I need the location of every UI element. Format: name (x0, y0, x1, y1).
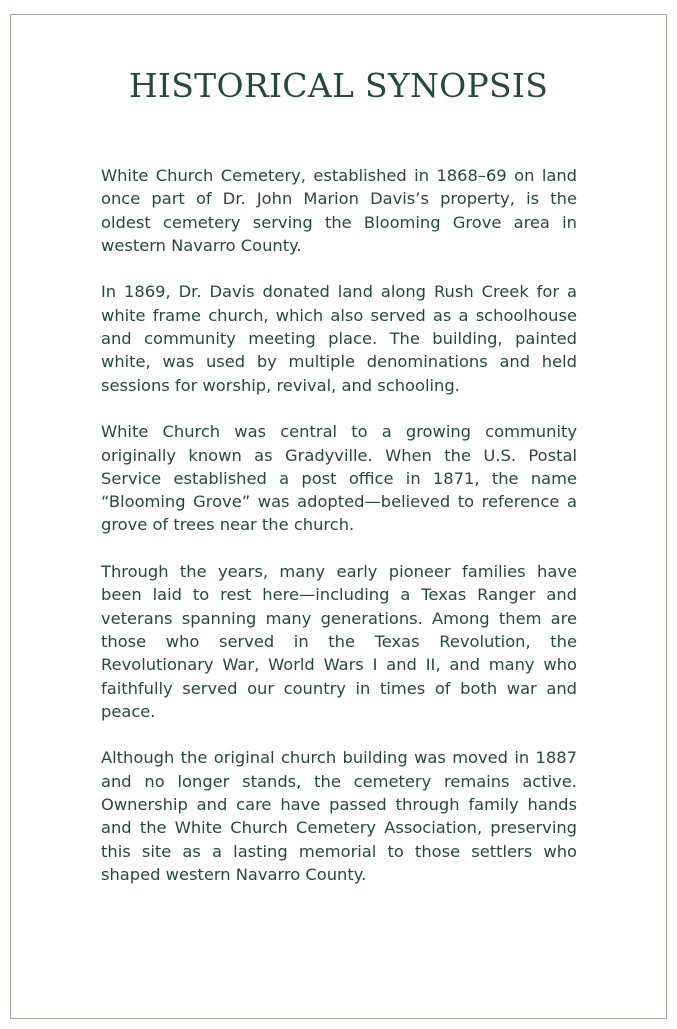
paragraph-community-name: White Church was central to a growing community originally known as Gradyville. When the U.S. Postal Service established a post office in 1871, the name “Blooming Grove” was adopted—believed to reference a grove of trees near the church. (101, 422, 577, 535)
synopsis-body (101, 164, 577, 910)
paragraph-establishment: White Church Cemetery, established in 1868–69 on land once part of Dr. John Marion Davis’s property, is the oldest cemetery serving the Blooming Grove area in western Navarro County. (101, 166, 577, 255)
page-title: HISTORICAL SYNOPSIS (128, 66, 549, 105)
paragraph-church-history: In 1869, Dr. Davis donated land along Rush Creek for a white frame church, which also served as a schoolhouse and community meeting place. The building, painted white, was used by multiple denominations and held sessions for worship, revival, and schooling. (101, 282, 577, 395)
paragraph-pioneer-families: Through the years, many early pioneer families have been laid to rest here—including a Texas Ranger and veterans spanning many generations. Among them are those who served in the Texas Revolution, the Revolutionary War, World Wars I and II, and many who faithfully served our country in times of both war and peace. (101, 562, 577, 721)
paragraph-cemetery-today: Although the original church building was moved in 1887 and no longer stands, the cemetery remains active. Ownership and care have passed through family hands and the White Church Cemetery Association, preserving this site as a lasting memorial to those settlers who shaped western Navarro County. (101, 748, 577, 884)
